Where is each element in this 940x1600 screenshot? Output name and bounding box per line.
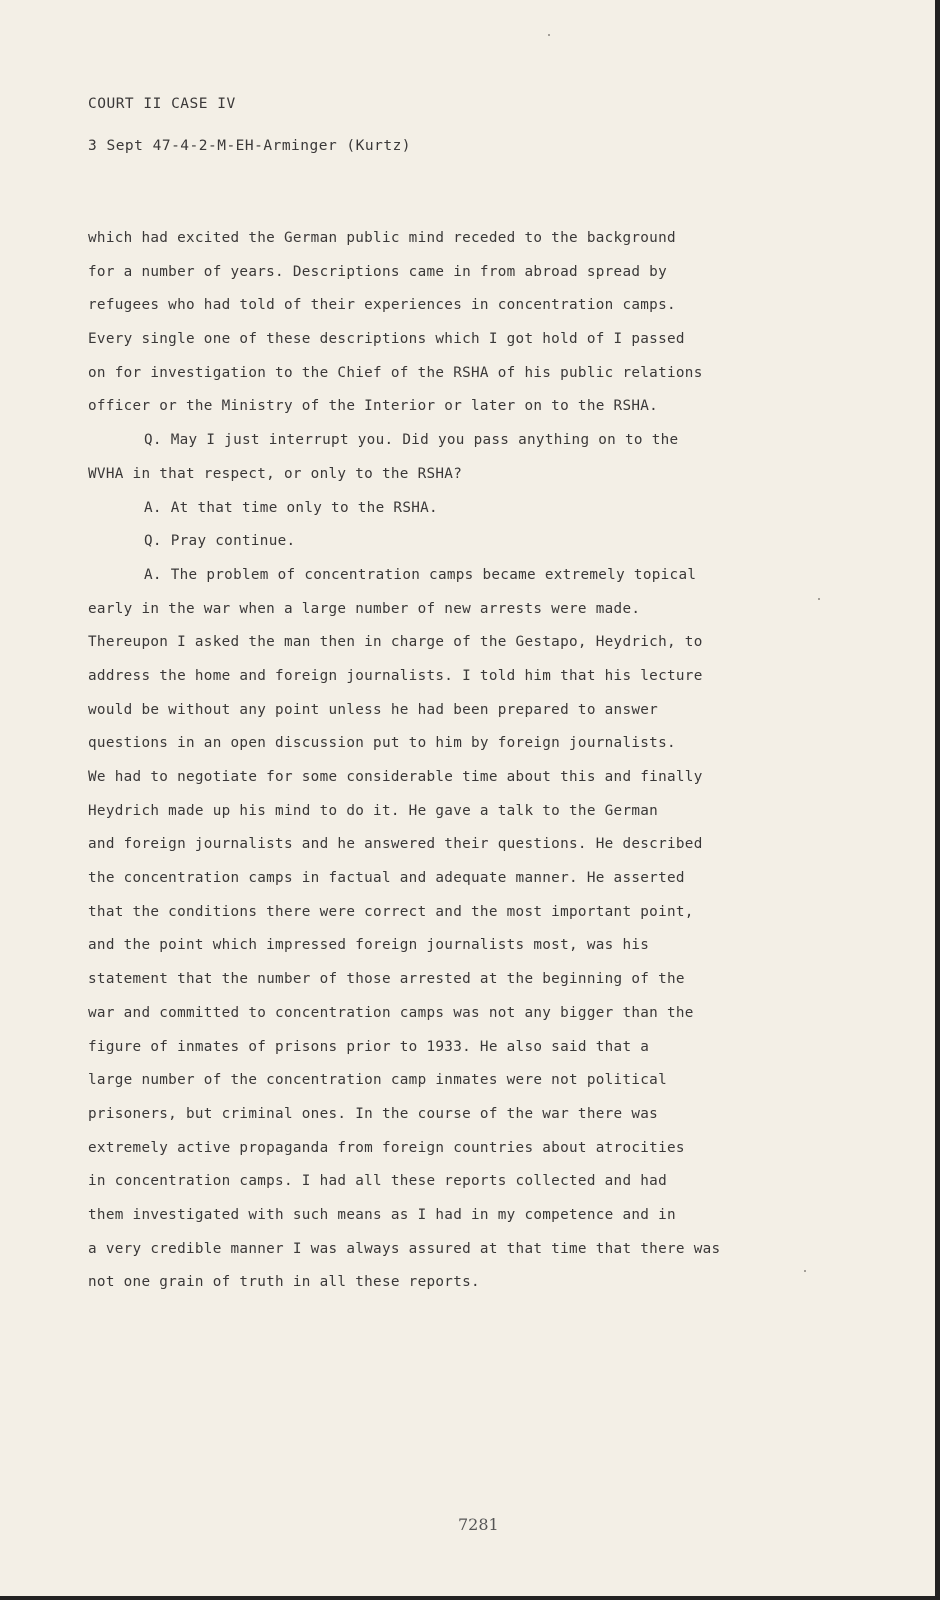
transcript-line: which had excited the German public mind receded to the background [88,230,676,246]
transcript-line: Thereupon I asked the man then in charge of the Gestapo, Heydrich, to [88,634,703,651]
transcript-line: would be without any point unless he had been prepared to answer [88,701,659,718]
transcript-line: refugees who had told of their experiences in concentration camps. [88,297,676,314]
session-header: 3 Sept 47-4-2-M-EH-Arminger (Kurtz) [88,138,412,154]
transcript-line: and the point which impressed foreign journalists most, was his [88,937,650,954]
transcript-line: A. At that time only to the RSHA. [144,499,438,516]
transcript-line: WVHA in that respect, or only to the RSHA? [88,465,463,482]
transcript-body [88,222,928,1300]
transcript-line: Every single one of these descriptions which I got hold of I passed [88,331,685,348]
transcript-line: Q. May I just interrupt you. Did you pass anything on to the [144,432,679,449]
transcript-line: that the conditions there were correct and the most important point, [88,903,694,920]
transcript-line: on for investigation to the Chief of the RSHA of his public relations [88,364,703,381]
transcript-line: prisoners, but criminal ones. In the course of the war there was [88,1105,659,1122]
transcript-line: Q. Pray continue. [144,533,296,550]
transcript-line: figure of inmates of prisons prior to 1933. He also said that a [88,1038,650,1055]
transcript-line: early in the war when a large number of new arrests were made. [88,600,641,617]
transcript-line: officer or the Ministry of the Interior or later on to the RSHA. [88,398,659,415]
transcript-line: address the home and foreign journalists. I told him that his lecture [88,667,703,684]
page-number: 7281 [458,1515,499,1534]
transcript-line: large number of the concentration camp inmates were not political [88,1072,667,1089]
transcript-line: war and committed to concentration camps was not any bigger than the [88,1004,694,1021]
transcript-line: extremely active propaganda from foreign countries about atrocities [88,1139,685,1156]
transcript-line: questions in an open discussion put to him by foreign journalists. [88,735,676,752]
transcript-line: We had to negotiate for some considerable time about this and finally [88,769,703,785]
transcript-line: the concentration camps in factual and adequate manner. He asserted [88,870,685,887]
transcript-line: for a number of years. Descriptions came in from abroad spread by [88,263,667,280]
case-header: COURT II CASE IV [88,96,236,112]
transcript-line: not one grain of truth in all these reports. [88,1274,480,1291]
transcript-line: a very credible manner I was always assured at that time that there was [88,1240,721,1257]
paper-speck [548,34,550,36]
transcript-line: Heydrich made up his mind to do it. He gave a talk to the German [88,802,659,819]
transcript-line: and foreign journalists and he answered their questions. He described [88,836,703,853]
transcript-line: A. The problem of concentration camps became extremely topical [144,566,697,583]
transcript-line: in concentration camps. I had all these reports collected and had [88,1173,667,1190]
transcript-line: statement that the number of those arrested at the beginning of the [88,971,685,988]
transcript-line: them investigated with such means as I had in my competence and in [88,1206,676,1223]
